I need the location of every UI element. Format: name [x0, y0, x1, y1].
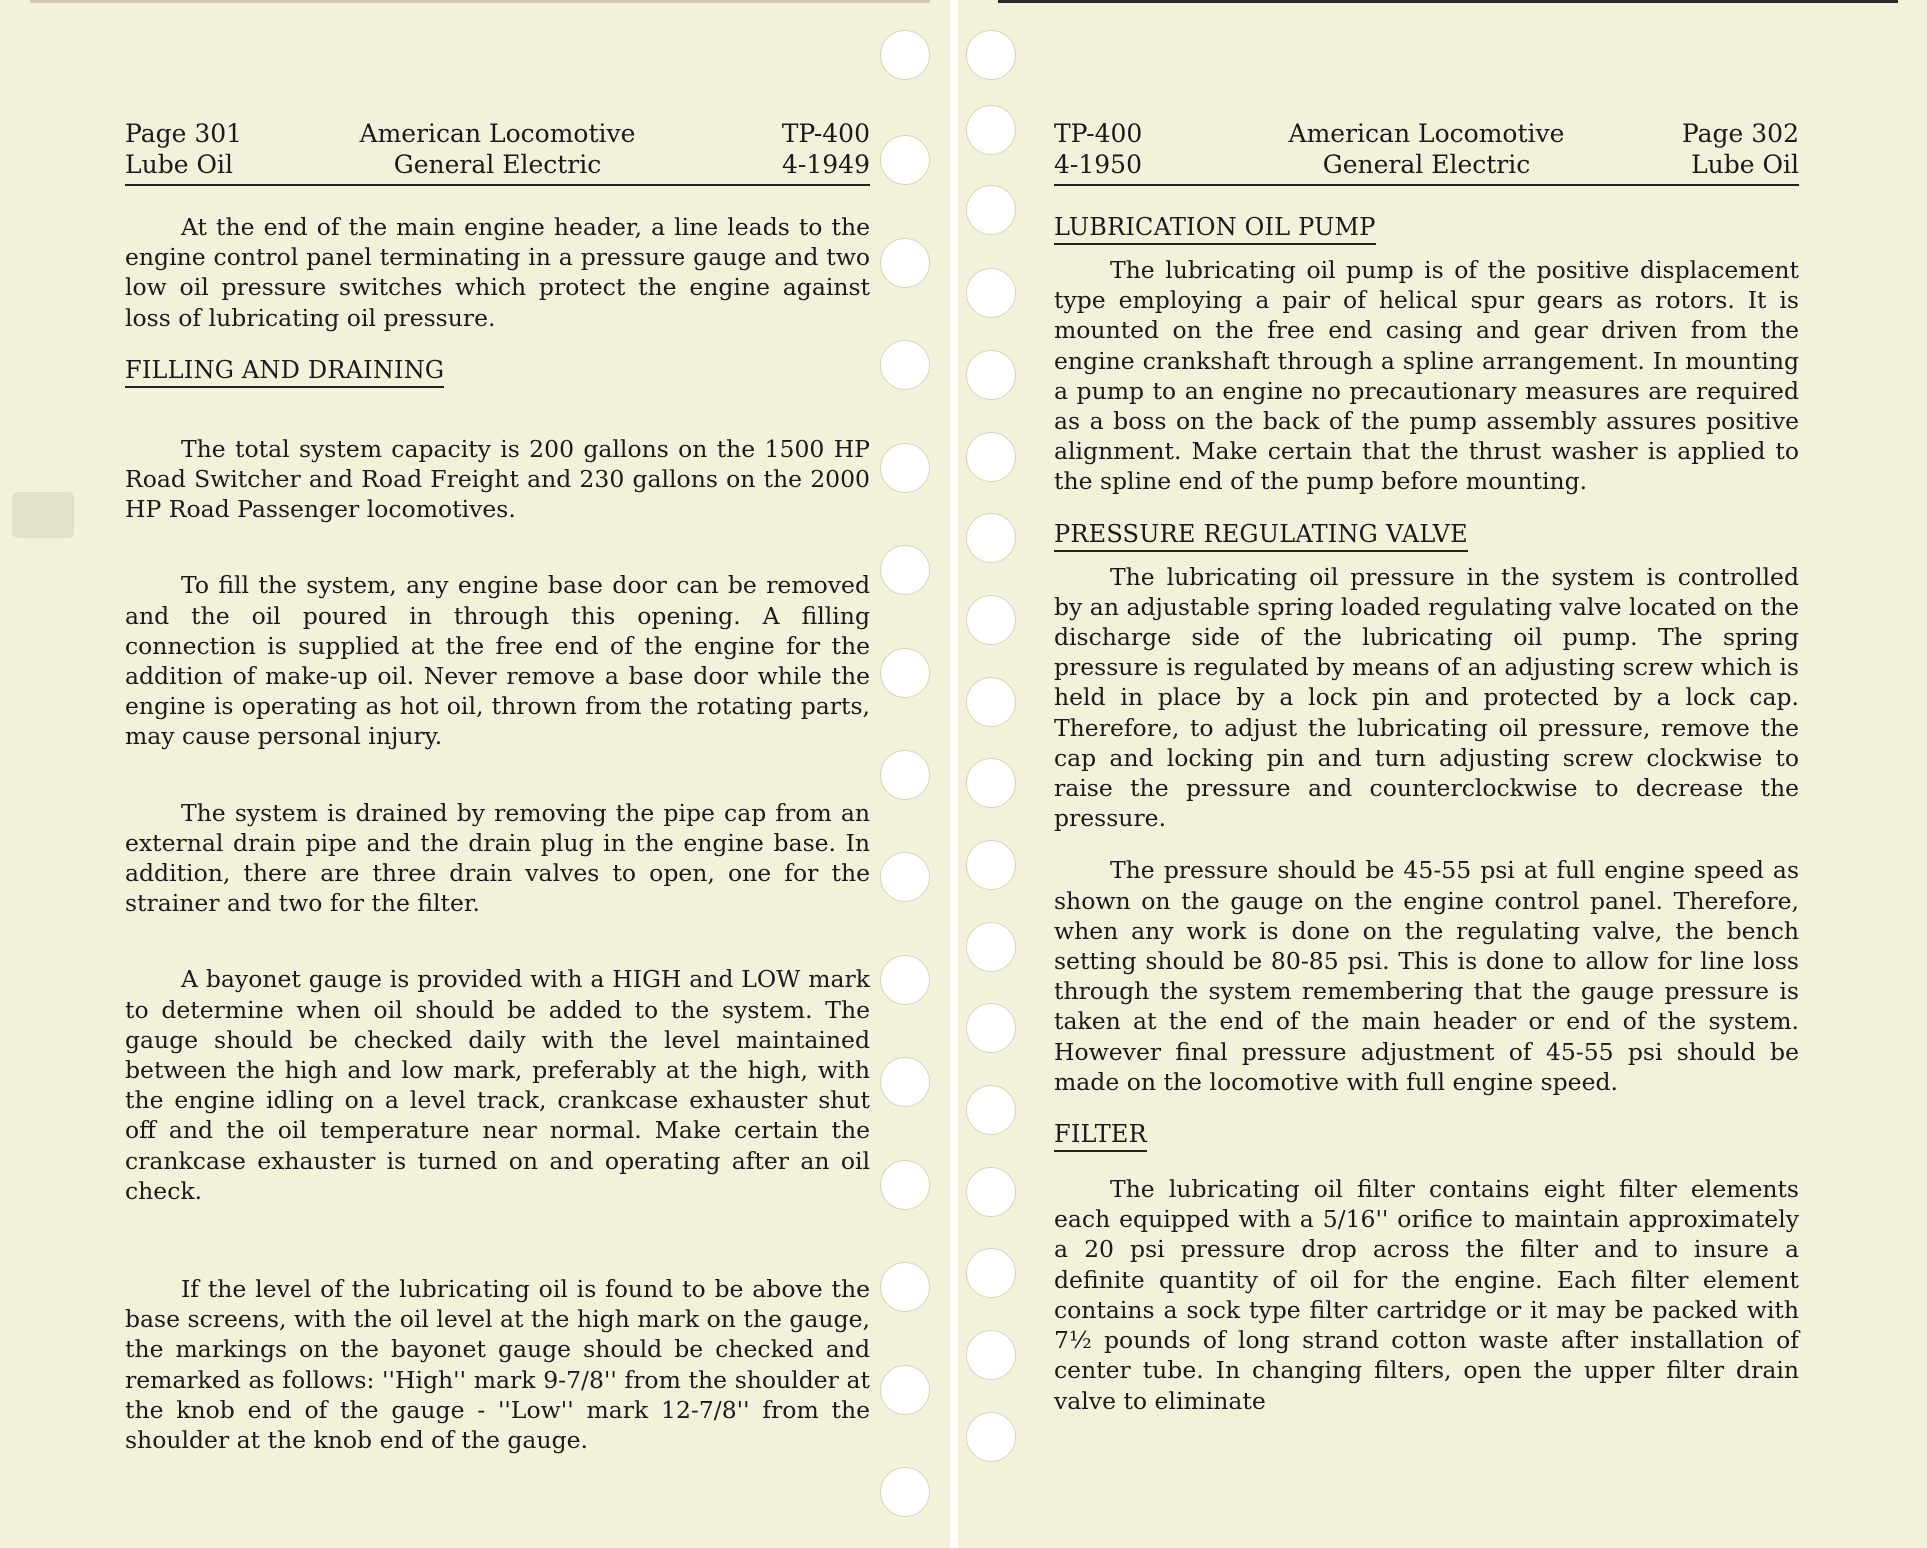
section-name: Lube Oil: [1691, 150, 1799, 179]
binder-hole: [966, 1330, 1016, 1380]
paragraph: The pressure should be 45-55 psi at full engine speed as shown on the gauge on the engine control panel. Therefore, when any work is done on the regulating valve, the bench setting should be 80-85 psi. This is done to allow for line loss through the system remembering that the gauge pressure is taken at the end of the main header or end of the system. However final pressure adjustment of 45-55 psi should be made on the locomotive with full engine speed.: [1054, 856, 1799, 1096]
binder-hole: [880, 30, 930, 80]
top-edge-line: [30, 0, 930, 3]
paragraph: To fill the system, any engine base door can be removed and the oil poured in through this opening. A filling connection is supplied at the free end of the engine for the addition of make-up oil. Never remove a base door while the engine is operating as hot oil, thrown from the rotating parts, may cause personal injury.: [125, 571, 870, 751]
page-number: Page 301: [125, 119, 243, 148]
paragraph: The lubricating oil pump is of the positive displacement type employing a pair of helical spur gears as rotors. It is mounted on the free end casing and gear driven from the engine crankshaft through a spline arrangement. In mounting a pump to an engine no precautionary measures are required as a boss on the back of the pump assembly assures positive alignment. Make certain that the thrust washer is applied to the spline end of the pump before mounting.: [1054, 256, 1799, 496]
binder-hole: [966, 432, 1016, 482]
header-right: [782, 118, 870, 180]
binder-hole: [966, 1248, 1016, 1298]
binder-hole: [966, 840, 1016, 890]
header-title-line2: General Electric: [1322, 150, 1531, 179]
binder-hole: [880, 135, 930, 185]
binder-holes: [880, 0, 940, 1548]
binder-hole: [966, 268, 1016, 318]
doc-ref: 4-1949: [782, 150, 870, 179]
index-tab-mark: [12, 492, 74, 538]
binder-hole: [966, 595, 1016, 645]
binder-hole: [966, 105, 1016, 155]
binder-hole: [880, 955, 930, 1005]
binder-hole: [880, 340, 930, 390]
header-right: [1682, 118, 1799, 180]
binder-hole: [880, 1365, 930, 1415]
binder-holes: [966, 0, 1026, 1548]
binder-hole: [880, 1262, 930, 1312]
section-name: Lube Oil: [125, 150, 233, 179]
page-number: Page 302: [1681, 119, 1799, 148]
binder-hole: [966, 758, 1016, 808]
page-header: [1054, 118, 1799, 186]
page-header: [125, 118, 870, 186]
binder-hole: [966, 30, 1016, 80]
doc-code: TP-400: [781, 119, 870, 148]
doc-ref: 4-1950: [1054, 150, 1142, 179]
page-body: [1054, 212, 1799, 1416]
binder-hole: [966, 1167, 1016, 1217]
doc-code: TP-400: [1054, 119, 1143, 148]
binder-hole: [880, 443, 930, 493]
header-title-line1: American Locomotive: [359, 119, 636, 148]
binder-hole: [880, 852, 930, 902]
binder-hole: [966, 185, 1016, 235]
binder-hole: [880, 1160, 930, 1210]
section-heading: FILTER: [1054, 1120, 1147, 1152]
binder-hole: [966, 1085, 1016, 1135]
header-title-line1: American Locomotive: [1288, 119, 1565, 148]
binder-hole: [966, 1003, 1016, 1053]
left-page: [0, 0, 950, 1548]
binder-hole: [966, 677, 1016, 727]
binder-hole: [880, 648, 930, 698]
section-heading: LUBRICATION OIL PUMP: [1054, 213, 1376, 245]
binder-hole: [966, 350, 1016, 400]
header-center: [125, 118, 870, 180]
binder-hole: [966, 922, 1016, 972]
section-heading: PRESSURE REGULATING VALVE: [1054, 520, 1468, 552]
binder-hole: [880, 1467, 930, 1517]
binder-hole: [880, 545, 930, 595]
right-page: [958, 0, 1927, 1548]
section-heading: FILLING AND DRAINING: [125, 356, 444, 388]
binder-hole: [966, 513, 1016, 563]
paragraph: The lubricating oil filter contains eight filter elements each equipped with a 5/16'' orifice to maintain approximately a 20 psi pressure drop across the filter and to insure a definite quantity of oil for the engine. Each filter element contains a sock type filter cartridge or it may be packed with 7½ pounds of long strand cotton waste after installation of center tube. In changing filters, open the upper filter drain valve to eliminate: [1054, 1175, 1799, 1415]
paragraph: If the level of the lubricating oil is found to be above the base screens, with the oil level at the high mark on the gauge, the markings on the bayonet gauge should be checked and remarked as follows: ''High'' mark 9-7/8'' from the shoulder at the knob end of the gauge - ''Low'' mark 12-7/8'' from the shoulder at the knob end of the gauge.: [125, 1275, 870, 1455]
paragraph: At the end of the main engine header, a line leads to the engine control panel terminating in a pressure gauge and two low oil pressure switches which protect the engine against loss of lubricating oil pressure.: [125, 213, 870, 332]
paragraph: The lubricating oil pressure in the system is controlled by an adjustable spring loaded regulating valve located on the discharge side of the lubricating oil pump. The spring pressure is regulated by means of an adjusting screw which is held in place by a lock pin and protected by a lock cap. Therefore, to adjust the lubricating oil pressure, remove the cap and locking pin and turn adjusting screw clockwise to raise the pressure and counterclockwise to decrease the pressure.: [1054, 562, 1799, 833]
top-edge-line: [998, 0, 1898, 3]
binder-hole: [880, 238, 930, 288]
paragraph: The total system capacity is 200 gallons on the 1500 HP Road Switcher and Road Freight and 230 gallons on the 2000 HP Road Passenger locomotives.: [125, 434, 870, 524]
binder-hole: [880, 1057, 930, 1107]
binder-hole: [966, 1412, 1016, 1462]
page-body: [125, 212, 870, 1455]
binder-hole: [880, 750, 930, 800]
paragraph: A bayonet gauge is provided with a HIGH and LOW mark to determine when oil should be added to the system. The gauge should be checked daily with the level maintained between the high and low mark, preferably at the high, with the engine idling on a level track, crankcase exhauster shut off and the oil temperature near normal. Make certain the crankcase exhauster is turned on and operating after an oil check.: [125, 965, 870, 1205]
header-title-line2: General Electric: [393, 150, 602, 179]
paragraph: The system is drained by removing the pipe cap from an external drain pipe and the drain plug in the engine base. In addition, there are three drain valves to open, one for the strainer and two for the filter.: [125, 798, 870, 918]
